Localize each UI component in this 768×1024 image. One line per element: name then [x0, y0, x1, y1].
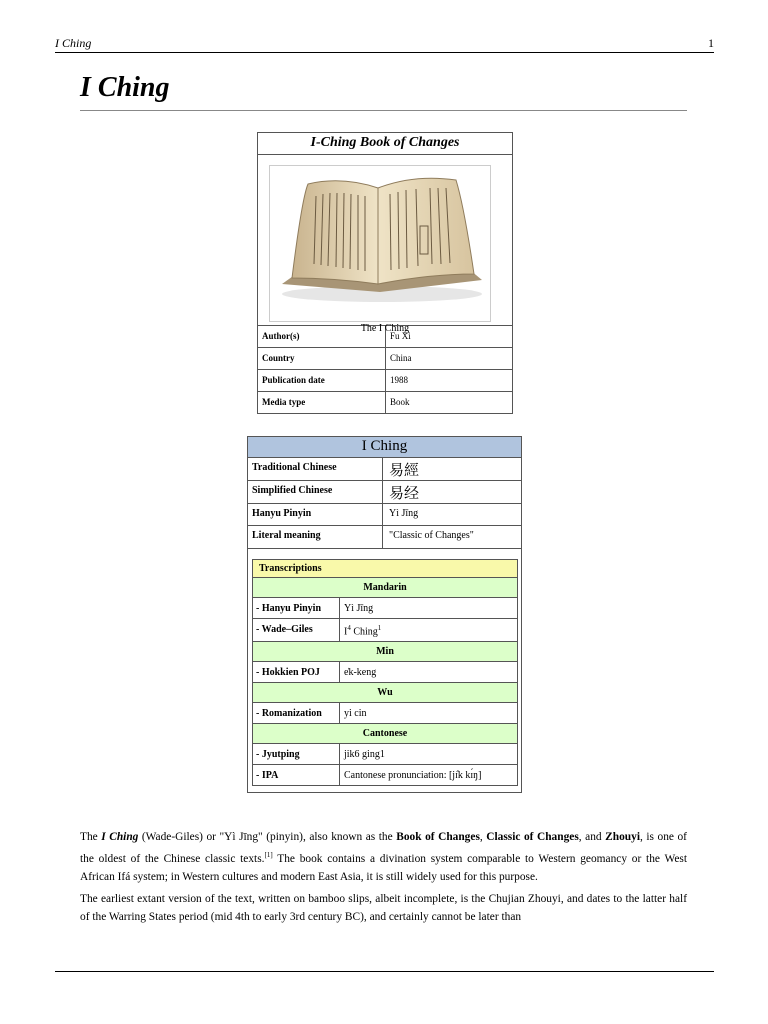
hokkien-poj-value: e̍k-keng — [344, 667, 377, 679]
row-jyutping — [253, 744, 517, 765]
jyutping-value: jik6 ging1 — [344, 749, 385, 761]
author-label: Author(s) — [258, 326, 386, 347]
paragraph-1 — [80, 828, 687, 886]
media-type-value: Book — [390, 397, 410, 407]
literal-meaning-label: Literal meaning — [248, 526, 383, 548]
section-wu[interactable]: Wu — [253, 683, 517, 703]
p1-text: , is one of the oldest of the Chinese classic texts. — [80, 831, 687, 865]
wade-giles-label[interactable]: - Wade–Giles — [253, 619, 340, 641]
infobox-row-pinyin — [248, 504, 521, 526]
row-wade-giles — [253, 619, 517, 642]
title-rule — [80, 110, 687, 111]
simplified-value: 易经 — [389, 484, 420, 502]
wade-giles-base: I — [344, 626, 348, 638]
country-label: Country — [258, 348, 386, 369]
hanyu-pinyin-value: Yì Jīng — [344, 603, 374, 614]
traditional-value: 易經 — [389, 461, 420, 479]
section-mandarin[interactable]: Mandarin — [253, 578, 517, 598]
running-header — [55, 36, 714, 52]
book-infobox-title: I-Ching Book of Changes — [258, 133, 512, 155]
transcriptions-table — [252, 559, 518, 786]
ipa-value: Cantonese pronunciation: [jɪ̂k kɪ́ŋ] — [344, 770, 482, 782]
author-value[interactable]: Fu Xi — [390, 331, 411, 341]
infobox-row-simplified — [248, 481, 521, 504]
row-hokkien-poj — [253, 662, 517, 683]
header-rule — [55, 52, 714, 53]
chinese-infobox-title: I Ching — [248, 437, 521, 458]
ipa-label[interactable]: - IPA — [253, 765, 340, 785]
wade-giles-tone-1: 4 — [347, 624, 351, 632]
p1-text: , — [479, 831, 487, 843]
transcriptions-wrapper — [248, 549, 521, 792]
p1-bold-book-of-changes: Book of Changes — [396, 831, 480, 843]
page-number: 1 — [708, 36, 714, 50]
p1-bold-title: I Ching — [101, 831, 139, 843]
jyutping-label[interactable]: - Jyutping — [253, 744, 340, 764]
p1-text: , and — [578, 831, 606, 843]
p1-text: The book contains a divination system comparable to Western geomancy or the West African Ifá system; in Western cultures and modern East Asia, it is still widely used for this purpose. — [80, 852, 687, 883]
p1-text: (Wade-Giles) or "Yì Jīng" (pinyin), also known as the — [138, 831, 397, 843]
infobox-row-literal-meaning — [248, 526, 521, 549]
publication-date-label: Publication date — [258, 370, 386, 391]
row-ipa — [253, 765, 517, 785]
infobox-row-country — [258, 348, 512, 370]
simplified-label: Simplified Chinese — [248, 481, 383, 503]
section-min[interactable]: Min — [253, 642, 517, 662]
infobox-row-publication-date — [258, 370, 512, 392]
media-type-label: Media type — [258, 392, 386, 413]
book-image-caption: The I Ching — [360, 323, 410, 334]
infobox-row-traditional — [248, 458, 521, 481]
literal-meaning-value: "Classic of Changes" — [389, 530, 474, 541]
country-value[interactable]: China — [390, 353, 412, 363]
p1-text: The — [80, 831, 102, 843]
book-image[interactable] — [269, 165, 491, 322]
footer-rule — [55, 971, 714, 972]
citation-link[interactable]: [1] — [264, 851, 273, 859]
romanization-label[interactable]: - Romanization — [253, 703, 340, 723]
wade-giles-value — [340, 619, 517, 641]
row-romanization — [253, 703, 517, 724]
infobox-row-media-type — [258, 392, 512, 413]
romanization-value: yi cin — [344, 708, 367, 720]
publication-date-value: 1988 — [390, 375, 408, 385]
article-body — [80, 828, 687, 930]
pinyin-value: Yì Jīng — [389, 508, 419, 519]
open-book-illustration — [270, 166, 490, 321]
book-image-cell — [258, 155, 512, 334]
pinyin-label: Hanyu Pinyin — [248, 504, 383, 525]
page-title: I Ching — [80, 72, 170, 103]
running-title: I Ching — [55, 36, 92, 50]
hokkien-poj-label[interactable]: - Hokkien POJ — [253, 662, 340, 682]
row-hanyu-pinyin — [253, 598, 517, 619]
hanyu-pinyin-label[interactable]: - Hanyu Pinyin — [253, 598, 340, 618]
traditional-label: Traditional Chinese — [248, 458, 383, 480]
transcriptions-heading: Transcriptions — [253, 560, 517, 578]
p1-bold-zhouyi: Zhouyi — [605, 831, 640, 843]
wade-giles-word: Ching — [350, 626, 378, 638]
p1-bold-classic-of-changes: Classic of Changes — [486, 831, 579, 843]
wade-giles-tone-2: 1 — [377, 624, 382, 632]
paragraph-2: The earliest extant version of the text, written on bamboo slips, albeit incomplete, is the Chujian Zhouyi, and dates to the latter half of the Warring States period (mid 4th to early 3rd century BC), and certainly cannot be later than — [80, 892, 687, 923]
section-cantonese[interactable]: Cantonese — [253, 724, 517, 744]
chinese-infobox — [247, 436, 522, 793]
book-infobox — [257, 132, 513, 414]
